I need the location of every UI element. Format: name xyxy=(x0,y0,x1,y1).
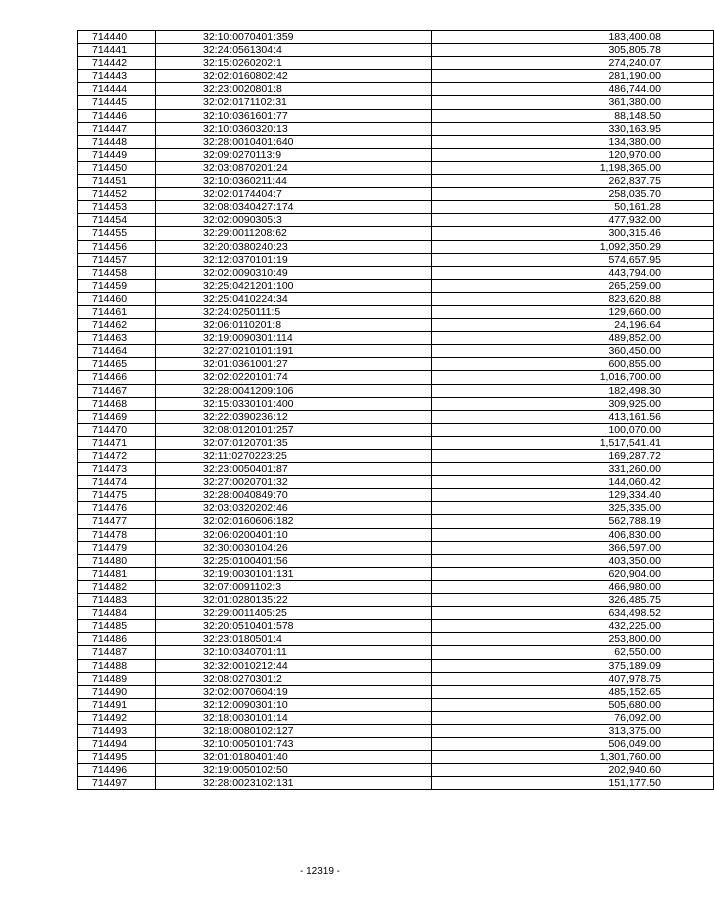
amount-cell: 366,597.00 xyxy=(432,541,714,554)
row-id-cell: 714468 xyxy=(78,397,156,410)
amount-cell: 151,177.50 xyxy=(432,777,714,790)
table-row xyxy=(78,188,714,201)
row-id-cell: 714461 xyxy=(78,305,156,318)
cadastral-number-cell: 32:08:0270301:2 xyxy=(156,672,432,685)
table-row xyxy=(78,70,714,83)
cadastral-number-cell: 32:24:0250111:5 xyxy=(156,305,432,318)
row-id-cell: 714457 xyxy=(78,253,156,266)
cadastral-number-cell: 32:18:0080102:127 xyxy=(156,724,432,737)
row-id-cell: 714449 xyxy=(78,148,156,161)
table-row xyxy=(78,554,714,567)
cadastral-number-cell: 32:15:0330101:400 xyxy=(156,397,432,410)
table-row xyxy=(78,201,714,214)
cadastral-number-cell: 32:27:0210101:191 xyxy=(156,345,432,358)
row-id-cell: 714479 xyxy=(78,541,156,554)
row-id-cell: 714470 xyxy=(78,423,156,436)
amount-cell: 88,148.50 xyxy=(432,109,714,122)
amount-cell: 413,161.56 xyxy=(432,410,714,423)
amount-cell: 134,380.00 xyxy=(432,135,714,148)
amount-cell: 100,070.00 xyxy=(432,423,714,436)
table-row xyxy=(78,620,714,633)
amount-cell: 331,260.00 xyxy=(432,463,714,476)
row-id-cell: 714486 xyxy=(78,633,156,646)
amount-cell: 407,978.75 xyxy=(432,672,714,685)
table-row xyxy=(78,751,714,764)
cadastral-number-cell: 32:25:0410224:34 xyxy=(156,292,432,305)
amount-cell: 262,837.75 xyxy=(432,175,714,188)
table-row xyxy=(78,659,714,672)
amount-cell: 330,163.95 xyxy=(432,122,714,135)
row-id-cell: 714448 xyxy=(78,135,156,148)
table-row xyxy=(78,122,714,135)
amount-cell: 258,035.70 xyxy=(432,188,714,201)
cadastral-number-cell: 32:23:0050401:87 xyxy=(156,463,432,476)
cadastral-number-cell: 32:15:0260202:1 xyxy=(156,57,432,70)
cadastral-number-cell: 32:18:0030101:14 xyxy=(156,711,432,724)
amount-cell: 182,498.30 xyxy=(432,384,714,397)
cadastral-number-cell: 32:07:0120701:35 xyxy=(156,436,432,449)
row-id-cell: 714447 xyxy=(78,122,156,135)
cadastral-number-cell: 32:28:0023102:131 xyxy=(156,777,432,790)
row-id-cell: 714478 xyxy=(78,528,156,541)
table-row xyxy=(78,633,714,646)
table-row xyxy=(78,266,714,279)
cadastral-number-cell: 32:01:0361001:27 xyxy=(156,358,432,371)
amount-cell: 62,550.00 xyxy=(432,646,714,659)
amount-cell: 253,800.00 xyxy=(432,633,714,646)
amount-cell: 144,060.42 xyxy=(432,476,714,489)
amount-cell: 76,092.00 xyxy=(432,711,714,724)
amount-cell: 1,517,541.41 xyxy=(432,436,714,449)
cadastral-number-cell: 32:02:0171102:31 xyxy=(156,96,432,109)
row-id-cell: 714473 xyxy=(78,463,156,476)
row-id-cell: 714484 xyxy=(78,607,156,620)
amount-cell: 183,400.08 xyxy=(432,31,714,44)
table-row xyxy=(78,240,714,253)
row-id-cell: 714454 xyxy=(78,214,156,227)
amount-cell: 274,240.07 xyxy=(432,57,714,70)
row-id-cell: 714482 xyxy=(78,580,156,593)
table-row xyxy=(78,148,714,161)
cadastral-number-cell: 32:20:0380240:23 xyxy=(156,240,432,253)
table-row xyxy=(78,214,714,227)
row-id-cell: 714469 xyxy=(78,410,156,423)
cadastral-number-cell: 32:32:0010212:44 xyxy=(156,659,432,672)
cadastral-number-cell: 32:30:0030104:26 xyxy=(156,541,432,554)
cadastral-number-cell: 32:01:0280135:22 xyxy=(156,594,432,607)
amount-cell: 305,805.78 xyxy=(432,44,714,57)
amount-cell: 325,335.00 xyxy=(432,502,714,515)
row-id-cell: 714492 xyxy=(78,711,156,724)
table-row xyxy=(78,384,714,397)
row-id-cell: 714475 xyxy=(78,489,156,502)
amount-cell: 406,830.00 xyxy=(432,528,714,541)
cadastral-number-cell: 32:02:0160606:182 xyxy=(156,515,432,528)
table-row xyxy=(78,672,714,685)
row-id-cell: 714462 xyxy=(78,319,156,332)
table-row xyxy=(78,44,714,57)
cadastral-number-cell: 32:19:0090301:114 xyxy=(156,332,432,345)
row-id-cell: 714489 xyxy=(78,672,156,685)
cadastral-number-cell: 32:02:0220101:74 xyxy=(156,371,432,384)
row-id-cell: 714497 xyxy=(78,777,156,790)
row-id-cell: 714451 xyxy=(78,175,156,188)
table-row xyxy=(78,724,714,737)
row-id-cell: 714488 xyxy=(78,659,156,672)
row-id-cell: 714483 xyxy=(78,594,156,607)
row-id-cell: 714474 xyxy=(78,476,156,489)
cadastral-number-cell: 32:02:0090310:49 xyxy=(156,266,432,279)
row-id-cell: 714442 xyxy=(78,57,156,70)
table-row xyxy=(78,305,714,318)
amount-cell: 1,092,350.29 xyxy=(432,240,714,253)
table-row xyxy=(78,607,714,620)
table-row xyxy=(78,515,714,528)
amount-cell: 300,315.46 xyxy=(432,227,714,240)
table-row xyxy=(78,319,714,332)
amount-cell: 1,301,760.00 xyxy=(432,751,714,764)
cadastral-number-cell: 32:10:0340701:11 xyxy=(156,646,432,659)
cadastral-number-cell: 32:02:0160802:42 xyxy=(156,70,432,83)
amount-cell: 202,940.60 xyxy=(432,764,714,777)
table-row xyxy=(78,109,714,122)
row-id-cell: 714491 xyxy=(78,698,156,711)
cadastral-number-cell: 32:10:0360320:13 xyxy=(156,122,432,135)
amount-cell: 634,498.52 xyxy=(432,607,714,620)
cadastral-number-cell: 32:29:0011405:25 xyxy=(156,607,432,620)
amount-cell: 620,904.00 xyxy=(432,567,714,580)
cadastral-number-cell: 32:12:0370101:19 xyxy=(156,253,432,266)
amount-cell: 506,049.00 xyxy=(432,738,714,751)
amount-cell: 432,225.00 xyxy=(432,620,714,633)
amount-cell: 265,259.00 xyxy=(432,279,714,292)
amount-cell: 326,485.75 xyxy=(432,594,714,607)
row-id-cell: 714466 xyxy=(78,371,156,384)
row-id-cell: 714476 xyxy=(78,502,156,515)
row-id-cell: 714487 xyxy=(78,646,156,659)
cadastral-number-cell: 32:29:0011208:62 xyxy=(156,227,432,240)
row-id-cell: 714450 xyxy=(78,161,156,174)
row-id-cell: 714445 xyxy=(78,96,156,109)
table-row xyxy=(78,502,714,515)
cadastral-number-cell: 32:23:0020801:8 xyxy=(156,83,432,96)
table-body xyxy=(78,31,714,790)
row-id-cell: 714493 xyxy=(78,724,156,737)
amount-cell: 309,925.00 xyxy=(432,397,714,410)
table-row xyxy=(78,227,714,240)
row-id-cell: 714460 xyxy=(78,292,156,305)
amount-cell: 486,744.00 xyxy=(432,83,714,96)
table-row xyxy=(78,397,714,410)
cadastral-number-cell: 32:23:0180501:4 xyxy=(156,633,432,646)
table-row xyxy=(78,476,714,489)
cadastral-number-cell: 32:12:0090301:10 xyxy=(156,698,432,711)
row-id-cell: 714472 xyxy=(78,450,156,463)
row-id-cell: 714446 xyxy=(78,109,156,122)
table-row xyxy=(78,57,714,70)
cadastral-number-cell: 32:25:0421201:100 xyxy=(156,279,432,292)
cadastral-number-cell: 32:19:0050102:50 xyxy=(156,764,432,777)
amount-cell: 600,855.00 xyxy=(432,358,714,371)
table-row xyxy=(78,96,714,109)
cadastral-number-cell: 32:06:0110201:8 xyxy=(156,319,432,332)
cadastral-number-cell: 32:19:0030101:131 xyxy=(156,567,432,580)
amount-cell: 129,660.00 xyxy=(432,305,714,318)
row-id-cell: 714481 xyxy=(78,567,156,580)
row-id-cell: 714443 xyxy=(78,70,156,83)
table-row xyxy=(78,646,714,659)
cadastral-number-cell: 32:25:0100401:56 xyxy=(156,554,432,567)
row-id-cell: 714452 xyxy=(78,188,156,201)
cadastral-number-cell: 32:28:0041209:106 xyxy=(156,384,432,397)
row-id-cell: 714444 xyxy=(78,83,156,96)
cadastral-number-cell: 32:03:0870201:24 xyxy=(156,161,432,174)
table-row xyxy=(78,567,714,580)
row-id-cell: 714465 xyxy=(78,358,156,371)
amount-cell: 403,350.00 xyxy=(432,554,714,567)
amount-cell: 574,657.95 xyxy=(432,253,714,266)
amount-cell: 443,794.00 xyxy=(432,266,714,279)
page-number: - 12319 - xyxy=(299,866,341,877)
cadastral-number-cell: 32:10:0361601:77 xyxy=(156,109,432,122)
table-row xyxy=(78,580,714,593)
table-row xyxy=(78,332,714,345)
amount-cell: 375,189.09 xyxy=(432,659,714,672)
amount-cell: 313,375.00 xyxy=(432,724,714,737)
cadastral-number-cell: 32:08:0120101:257 xyxy=(156,423,432,436)
table-row xyxy=(78,594,714,607)
table-row xyxy=(78,436,714,449)
row-id-cell: 714494 xyxy=(78,738,156,751)
amount-cell: 1,198,365.00 xyxy=(432,161,714,174)
cadastral-number-cell: 32:02:0070604:19 xyxy=(156,685,432,698)
cadastral-number-cell: 32:10:0070401:359 xyxy=(156,31,432,44)
table-row xyxy=(78,423,714,436)
amount-cell: 823,620.88 xyxy=(432,292,714,305)
data-table xyxy=(77,30,714,790)
amount-cell: 466,980.00 xyxy=(432,580,714,593)
amount-cell: 489,852.00 xyxy=(432,332,714,345)
amount-cell: 1,016,700.00 xyxy=(432,371,714,384)
table-row xyxy=(78,345,714,358)
table-row xyxy=(78,358,714,371)
amount-cell: 120,970.00 xyxy=(432,148,714,161)
row-id-cell: 714490 xyxy=(78,685,156,698)
table-row xyxy=(78,161,714,174)
row-id-cell: 714467 xyxy=(78,384,156,397)
table-row xyxy=(78,279,714,292)
row-id-cell: 714455 xyxy=(78,227,156,240)
amount-cell: 169,287.72 xyxy=(432,450,714,463)
cadastral-number-cell: 32:10:0050101:743 xyxy=(156,738,432,751)
cadastral-number-cell: 32:02:0090305:3 xyxy=(156,214,432,227)
table-row xyxy=(78,698,714,711)
table-row xyxy=(78,253,714,266)
table-row xyxy=(78,135,714,148)
table-row xyxy=(78,489,714,502)
cadastral-number-cell: 32:22:0390236:12 xyxy=(156,410,432,423)
row-id-cell: 714463 xyxy=(78,332,156,345)
cadastral-number-cell: 32:01:0180401:40 xyxy=(156,751,432,764)
row-id-cell: 714453 xyxy=(78,201,156,214)
row-id-cell: 714440 xyxy=(78,31,156,44)
cadastral-number-cell: 32:28:0010401:640 xyxy=(156,135,432,148)
table-row xyxy=(78,711,714,724)
amount-cell: 505,680.00 xyxy=(432,698,714,711)
cadastral-number-cell: 32:06:0200401:10 xyxy=(156,528,432,541)
amount-cell: 477,932.00 xyxy=(432,214,714,227)
amount-cell: 50,161.28 xyxy=(432,201,714,214)
table-row xyxy=(78,83,714,96)
row-id-cell: 714480 xyxy=(78,554,156,567)
table-row xyxy=(78,31,714,44)
cadastral-number-cell: 32:02:0174404:7 xyxy=(156,188,432,201)
table-row xyxy=(78,738,714,751)
cadastral-number-cell: 32:27:0020701:32 xyxy=(156,476,432,489)
row-id-cell: 714456 xyxy=(78,240,156,253)
amount-cell: 361,380.00 xyxy=(432,96,714,109)
amount-cell: 485,152.65 xyxy=(432,685,714,698)
row-id-cell: 714496 xyxy=(78,764,156,777)
amount-cell: 562,788.19 xyxy=(432,515,714,528)
row-id-cell: 714458 xyxy=(78,266,156,279)
row-id-cell: 714471 xyxy=(78,436,156,449)
table-row xyxy=(78,371,714,384)
table-row xyxy=(78,410,714,423)
cadastral-number-cell: 32:28:0040849:70 xyxy=(156,489,432,502)
amount-cell: 129,334.40 xyxy=(432,489,714,502)
table-row xyxy=(78,450,714,463)
amount-cell: 24,196.64 xyxy=(432,319,714,332)
cadastral-number-cell: 32:08:0340427:174 xyxy=(156,201,432,214)
cadastral-number-cell: 32:07:0091102:3 xyxy=(156,580,432,593)
cadastral-number-cell: 32:09:0270113:9 xyxy=(156,148,432,161)
cadastral-number-cell: 32:10:0360211:44 xyxy=(156,175,432,188)
amount-cell: 360,450.00 xyxy=(432,345,714,358)
table-row xyxy=(78,541,714,554)
table-row xyxy=(78,685,714,698)
row-id-cell: 714459 xyxy=(78,279,156,292)
table-row xyxy=(78,764,714,777)
table-row xyxy=(78,292,714,305)
cadastral-number-cell: 32:03:0320202:46 xyxy=(156,502,432,515)
amount-cell: 281,190.00 xyxy=(432,70,714,83)
table-row xyxy=(78,528,714,541)
cadastral-number-cell: 32:11:0270223:25 xyxy=(156,450,432,463)
table-row xyxy=(78,463,714,476)
row-id-cell: 714441 xyxy=(78,44,156,57)
table-row xyxy=(78,777,714,790)
row-id-cell: 714464 xyxy=(78,345,156,358)
cadastral-number-cell: 32:24:0561304:4 xyxy=(156,44,432,57)
row-id-cell: 714495 xyxy=(78,751,156,764)
cadastral-number-cell: 32:20:0510401:578 xyxy=(156,620,432,633)
table-row xyxy=(78,175,714,188)
row-id-cell: 714477 xyxy=(78,515,156,528)
row-id-cell: 714485 xyxy=(78,620,156,633)
